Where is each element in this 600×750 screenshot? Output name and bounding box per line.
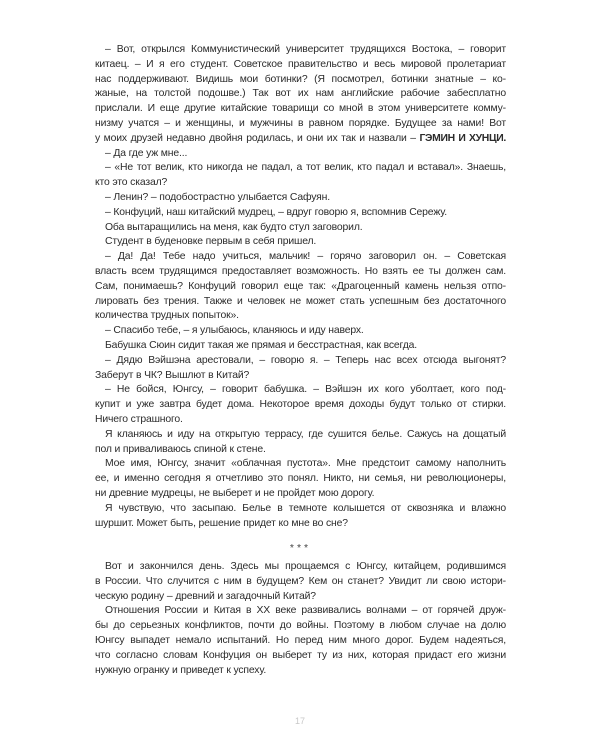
text-line: – Да! Да! Тебе надо учиться, мальчик! – горячо заговорил он. – Советская <box>105 251 506 263</box>
text-line: ческую родину – древний и загадочный Китай? <box>95 590 316 602</box>
text-line: – Не бойся, Юнгсу, – говорит бабушка. – Вэйшэн их кого уболтает, кого под- <box>105 384 506 396</box>
text-line: купит и уже завтра будет дома. Некоторое время доходы будут только от стирки. <box>95 399 506 411</box>
text-line: Вот и закончился день. Здесь мы прощаемся с Юнгсу, китайцем, родившимся <box>105 561 506 573</box>
paragraph <box>95 43 506 147</box>
text-line: бы до серьезных конфликтов, почти до войны. Поэтому в любом случае на долю <box>95 620 506 632</box>
paragraph <box>95 147 506 162</box>
paragraph <box>95 502 506 532</box>
text-line: – Вот, открылся Коммунистический университет трудящихся Востока, – говорит <box>105 44 506 55</box>
text-line: нужную огранку и приведет к успеху. <box>95 664 267 676</box>
text-line <box>95 132 506 147</box>
paragraph <box>95 428 506 458</box>
text-line: власть всем трудящимся предоставляет возможность. Но взять ее ты должен сам. <box>95 265 506 277</box>
text-line: Я чувствую, что засыпаю. Белье в темноте колышется от сквозняка и влажно <box>105 502 506 514</box>
paragraph <box>95 250 506 324</box>
text-line: Отношения России и Китая в XX веке развивались волнами – от горячей друж- <box>105 605 506 617</box>
page-body-text <box>95 43 506 678</box>
text-line: прислали. И еще другие китайские товарищи со мной в этом университете комму- <box>95 103 506 115</box>
text-line: Заберут в ЧК? Вышлют в Китай? <box>95 369 250 381</box>
text-line: Мое имя, Юнгсу, значит «облачная пустота». Мне предстоит самому наполнить <box>105 458 506 470</box>
paragraph <box>95 161 506 191</box>
text-line: китаец. – И я его студент. Советское правительство и весь мировой пролетариат <box>95 58 506 70</box>
paragraph <box>95 206 506 221</box>
text-line: – «Не тот велик, кто никогда не падал, а тот велик, кто падал и вставал». Знаешь, <box>105 162 506 174</box>
text-line: лировать без трения. Также и человек не может стать успешным без достаточного <box>95 295 506 307</box>
text-line: в России. Что случится с ним в будущем? Кем он станет? Увидит ли свою истори- <box>95 575 506 587</box>
bold-names: ГЭМИН И ХУНЦИ. <box>419 132 506 144</box>
paragraph <box>95 221 506 236</box>
paragraph <box>95 235 506 250</box>
paragraph <box>95 383 506 427</box>
text-line: что согласно словам Конфуция он выберет ту из них, которая придаст его жизни <box>95 649 506 661</box>
text-run: у моих друзей недавно двойня родилась, и они их так и назвали – <box>95 132 420 144</box>
text-line: Студент в буденовке первым в себя пришел. <box>105 236 317 248</box>
text-line: кто это сказал? <box>95 177 168 189</box>
text-line: количества трудных попыток». <box>95 310 239 322</box>
text-line: – Ленин? – подобострастно улыбается Сафуян. <box>105 191 330 203</box>
text-line: Сам, понимаешь? Конфуций говорил еще так: «Драгоценный камень нельзя отпо- <box>95 280 506 292</box>
paragraph <box>95 191 506 206</box>
paragraph <box>95 457 506 501</box>
paragraph <box>95 339 506 354</box>
text-line: жаные, на толстой подошве.) Так вот их нам английские рабочие забесплатно <box>95 88 506 100</box>
paragraph <box>95 324 506 339</box>
text-line: нас поддерживают. Видишь мои ботинки? (Я посмотрел, ботинки знатные – ко- <box>95 73 506 85</box>
text-line: шуршит. Может быть, решение придет ко мне во сне? <box>95 517 348 529</box>
section-separator: *** <box>289 543 312 555</box>
text-line: ее, и именно сегодня я отчетливо это понял. Никто, ни семья, ни революционеры, <box>95 473 506 485</box>
paragraph <box>95 560 506 604</box>
page-number: 17 <box>294 716 305 726</box>
text-line: Ничего страшного. <box>95 413 183 425</box>
text-line: ни древние мудрецы, не выберет и не пройдет мою дорогу. <box>95 487 375 499</box>
text-line: – Дядю Вэйшэна арестовали, – говорю я. – Теперь нас всех отсюда выгонят? <box>105 354 506 366</box>
text-line: Бабушка Сюин сидит такая же прямая и бесстрастная, как всегда. <box>105 339 417 351</box>
text-line: Я кланяюсь и иду на открытую террасу, где сушится белье. Сажусь на дощатый <box>105 428 506 440</box>
paragraph <box>95 354 506 384</box>
text-line: Юнгсу выпадет немало испытаний. Но перед ним много дорог. Будем надеяться, <box>95 635 506 647</box>
text-line: Оба вытаращились на меня, как будто стул заговорил. <box>105 221 363 233</box>
text-line: пол и приваливаюсь спиной к стене. <box>95 443 266 455</box>
text-line: низму учатся – и женщины, и мужчины в равном порядке. Будущее за нами! Вот <box>95 117 506 129</box>
text-line: – Спасибо тебе, – я улыбаюсь, кланяюсь и иду наверх. <box>105 325 364 337</box>
text-line: – Да где уж мне... <box>105 147 188 159</box>
paragraph <box>95 604 506 678</box>
text-line: – Конфуций, наш китайский мудрец, – вдруг говорю я, вспомнив Сережу. <box>105 206 447 218</box>
